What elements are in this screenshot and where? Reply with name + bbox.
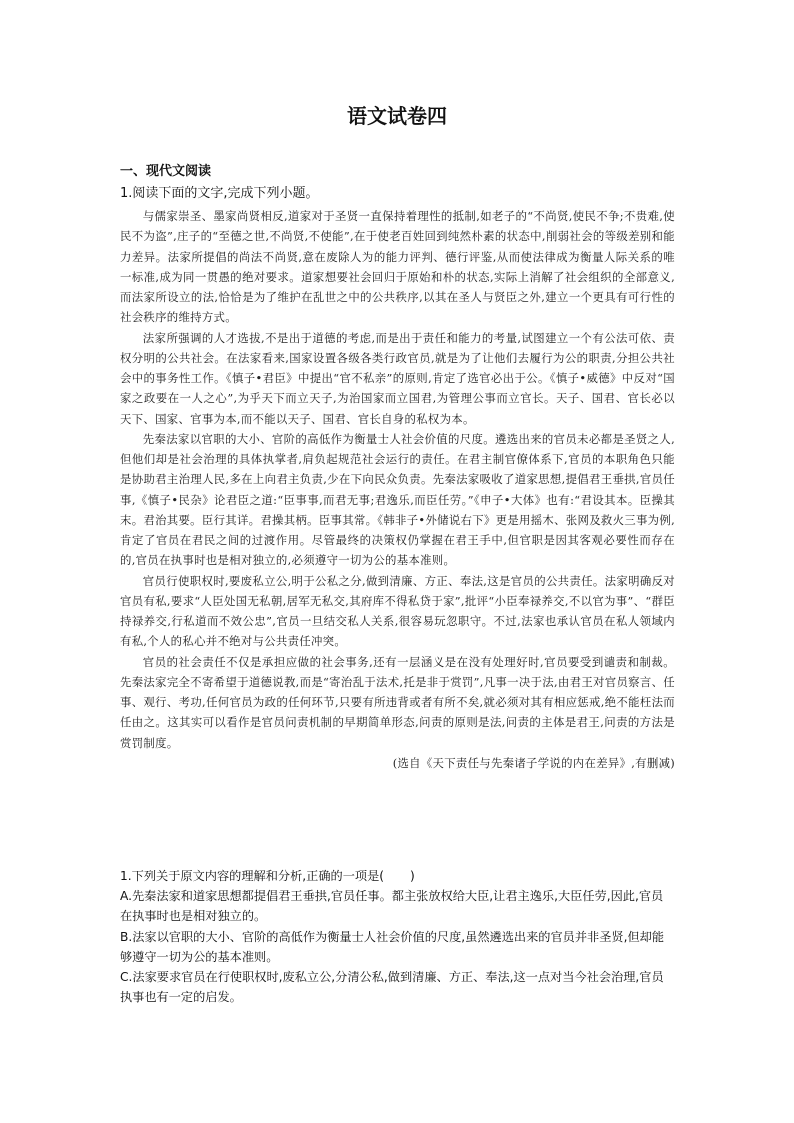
- passage-paragraph-1: 与儒家崇圣、墨家尚贤相反,道家对于圣贤一直保持着理性的抵制,如老子的“不尚贤,使民不争;不贵难,使民不为盗”,庄子的“至德之世,不尚贤,不使能”,在于使老百姓回到纯然朴素的状态中,削弱社会的等级差别和能力差异。法家所提倡的尚法不尚贤,意在废除人为的能力评判、德行评鉴,从而使法律成为衡量人际关系的唯一标准,成为同一贯愚的绝对要求。道家想要社会回归于原始和朴的状态,实际上消解了社会组织的全部意义,而法家所设立的法,恰恰是为了维护在乱世之中的公共秩序,以其在圣人与贤臣之外,建立一个更具有可行性的社会秩序的维持方式。: [120, 209, 675, 325]
- question-instruction: 1.阅读下面的文字,完成下列小题。: [120, 186, 319, 201]
- question-stem-text: 1.下列关于原文内容的理解和分析,正确的一项是(: [120, 869, 385, 883]
- passage-paragraph-2: 法家所强调的人才选拔,不是出于道德的考虑,而是出于责任和能力的考量,试图建立一个有公法可依、责权分明的公共社会。在法家看来,国家设置各级各类行政官员,就是为了让他们去履行为公的职责,分担公共社会中的事务性工作。《慎子•君臣》中提出“官不私亲”的原则,肯定了选官必出于公。《慎子•威德》中反对“国家之政要在一人之心”,为乎天下而立天子,为治国家而立国君,为管理公事而立官长。天子、国君、官长必以天下、国家、官事为本,而不能以天子、国君、官长自身的私权为本。: [120, 330, 675, 426]
- option-b: B.法家以官职的大小、官阶的高低作为衡量士人社会价值的尺度,虽然遴选出来的官员并非圣贤,但却能够遵守一切为公的基本准则。: [120, 929, 665, 964]
- question-stem-close: ): [410, 869, 415, 883]
- reading-passage: [120, 206, 675, 773]
- passage-source: (选自《天下责任与先秦诸子学说的内在差异》,有删减): [392, 755, 675, 770]
- passage-paragraph-4: 官员行使职权时,要废私立公,明于公私之分,做到清廉、方正、奉法,这是官员的公共责任。法家明确反对官员有私,要求“人臣处国无私朝,居军无私交,其府库不得私贷于家”,批评“小臣奉禄养交,不以官为事”、“群臣持禄养交,行私道而不效公忠”,官员一旦结交私人关系,很容易玩忽职守。不过,法家也承认官员在私人领域内有私,个人的私心并不绝对与公共责任冲突。: [120, 573, 675, 649]
- question-stem: [120, 866, 675, 886]
- question-block: [120, 866, 675, 1007]
- exam-title: 语文试卷四: [347, 104, 447, 128]
- option-a: A.先秦法家和道家思想都提倡君王垂拱,官员任事。都主张放权给大臣,让君主逸乐,大臣任劳,因此,官员在执事时也是相对独立的。: [120, 889, 664, 924]
- section-heading: 一、现代文阅读: [120, 164, 212, 179]
- passage-paragraph-3: 先秦法家以官职的大小、官阶的高低作为衡量士人社会价值的尺度。遴选出来的官员未必都是圣贤之人,但他们却是社会治理的具体执掌者,肩负起规范社会运行的责任。在君主制官僚体系下,官员的本职角色只能是协助君主治理人民,多在上向君主负责,少在下向民众负责。先秦法家吸收了道家思想,提倡君王垂拱,官员任事,《慎子•民杂》论君臣之道:“臣事事,而君无事;君逸乐,而臣任劳。”《申子•大体》也有:“君设其本。臣操其末。君治其要。臣行其详。君操其柄。臣事其常。《韩非子•外储说右下》更是用摇木、张网及救火三事为例,肯定了官员在君民之间的过渡作用。尽管最终的决策权仍掌握在君王手中,但官职是因其客观必要性而存在的,官员在执事时也是相对独立的,必须遵守一切为公的基本准则。: [120, 431, 675, 568]
- option-c: C.法家要求官员在行使职权时,废私立公,分清公私,做到清廉、方正、奉法,这一点对当今社会治理,官员执事也有一定的启发。: [120, 970, 664, 1005]
- passage-paragraph-5: 官员的社会责任不仅是承担应做的社会事务,还有一层涵义是在没有处理好时,官员要受到谴责和制裁。先秦法家完全不寄希望于道德说教,而是“寄治乱于法术,托是非于赏罚”,凡事一决于法,由君王对官员察言、任事、观行、考功,任何官员为政的任何环节,只要有所违背或者有所不矣,就必须对其有相应惩戒,绝不能枉法而任由之。这其实可以看作是官员问责机制的早期简单形态,问责的原则是法,问责的主体是君王,问责的方法是赏罚制度。: [120, 654, 675, 750]
